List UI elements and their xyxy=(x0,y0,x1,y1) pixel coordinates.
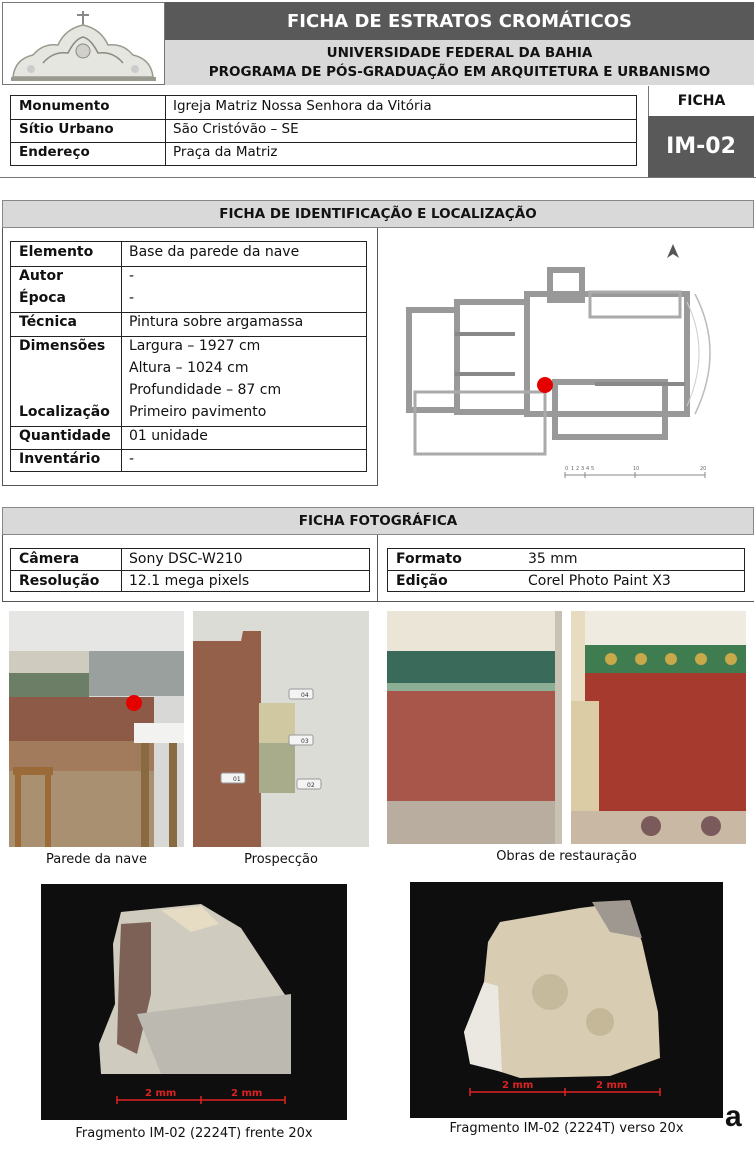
divider xyxy=(377,228,378,486)
photo-obras-2 xyxy=(571,611,746,844)
divider xyxy=(0,177,756,178)
field-value: Primeiro pavimento xyxy=(129,404,267,420)
field-label: Localização xyxy=(19,404,110,420)
info-value: São Cristóvão – SE xyxy=(173,121,299,137)
scale-label: 2 mm xyxy=(596,1080,628,1091)
institution-block xyxy=(165,40,754,85)
divider xyxy=(2,228,3,486)
field-value: - xyxy=(129,268,135,284)
ficha-label: FICHA xyxy=(648,86,754,116)
field-label: Elemento xyxy=(19,244,94,260)
camera-table xyxy=(10,548,370,592)
floor-plan xyxy=(395,232,747,482)
field-value: Profundidade – 87 cm xyxy=(129,382,282,398)
scale-tick: 3 xyxy=(581,466,585,472)
field-label: Dimensões xyxy=(19,338,106,354)
scale-tick: 2 xyxy=(576,466,580,472)
ficha-code: IM-02 xyxy=(648,116,754,177)
photo-obras-1 xyxy=(387,611,562,844)
field-value: Sony DSC-W210 xyxy=(129,551,243,567)
info-row-endereco xyxy=(11,142,636,166)
info-label: Monumento xyxy=(19,98,110,114)
scale-tick: 20 xyxy=(700,466,707,472)
field-label: Quantidade xyxy=(19,428,111,444)
university-name: UNIVERSIDADE FEDERAL DA BAHIA xyxy=(326,44,593,61)
divider xyxy=(2,535,3,602)
scale-tick: 5 xyxy=(591,466,595,472)
info-row-monumento xyxy=(11,96,636,120)
field-value: Pintura sobre argamassa xyxy=(129,314,304,330)
field-label: Resolução xyxy=(19,573,100,589)
location-marker-icon xyxy=(537,377,553,393)
field-label: Câmera xyxy=(19,551,80,567)
field-label: Época xyxy=(19,290,66,306)
sheet-title: FICHA DE ESTRATOS CROMÁTICOS xyxy=(165,2,754,40)
scale-tick: 0 xyxy=(565,466,569,472)
format-table xyxy=(387,548,745,592)
sample-marker-icon xyxy=(126,695,142,711)
caption-parede: Parede da nave xyxy=(46,851,147,867)
church-facade-logo-icon xyxy=(3,3,164,84)
info-label: Sítio Urbano xyxy=(19,121,114,137)
scale-tick: 10 xyxy=(633,466,640,472)
field-value: - xyxy=(129,290,135,306)
field-value: - xyxy=(129,451,135,467)
field-value: Corel Photo Paint X3 xyxy=(528,573,671,589)
caption-frente: Fragmento IM-02 (2224T) frente 20x xyxy=(75,1125,313,1141)
program-name: PROGRAMA DE PÓS-GRADUAÇÃO EM ARQUITETURA E URBANISMO xyxy=(208,63,711,80)
scale-label: 2 mm xyxy=(502,1080,534,1091)
sample-tag: 04 xyxy=(301,692,309,699)
field-value: Largura – 1927 cm xyxy=(129,338,261,354)
sample-tag: 01 xyxy=(233,776,241,783)
caption-verso: Fragmento IM-02 (2224T) verso 20x xyxy=(449,1120,684,1136)
ufba-logo xyxy=(2,2,165,85)
field-value: Altura – 1024 cm xyxy=(129,360,249,376)
info-value: Praça da Matriz xyxy=(173,144,278,160)
photo-fragment-verso xyxy=(410,882,723,1118)
divider xyxy=(2,485,378,486)
identification-section-title: FICHA DE IDENTIFICAÇÃO E LOCALIZAÇÃO xyxy=(2,200,754,228)
field-value: 01 unidade xyxy=(129,428,208,444)
north-arrow-icon xyxy=(667,244,679,258)
info-row-sitio xyxy=(11,119,636,143)
field-label: Formato xyxy=(396,551,462,567)
photographic-section-title: FICHA FOTOGRÁFICA xyxy=(2,507,754,535)
info-value: Igreja Matriz Nossa Senhora da Vitória xyxy=(173,98,432,114)
sample-tag: 02 xyxy=(307,782,315,789)
field-label: Autor xyxy=(19,268,64,284)
photo-parede-nave xyxy=(9,611,184,847)
floor-plan-drawing xyxy=(395,232,747,482)
field-value: 12.1 mega pixels xyxy=(129,573,250,589)
field-value: 35 mm xyxy=(528,551,578,567)
info-label: Endereço xyxy=(19,144,90,160)
monument-info-table xyxy=(10,95,637,166)
caption-obras: Obras de restauração xyxy=(496,848,637,864)
scale-bar xyxy=(565,472,705,478)
field-label: Inventário xyxy=(19,451,101,467)
divider xyxy=(377,535,378,602)
sample-tag: 03 xyxy=(301,738,309,745)
field-value: Base da parede da nave xyxy=(129,244,300,260)
caption-prospeccao: Prospecção xyxy=(244,851,318,867)
panel-letter: a xyxy=(725,1100,742,1133)
photo-fragment-frente xyxy=(41,884,347,1120)
field-label: Técnica xyxy=(19,314,77,330)
scale-tick: 4 xyxy=(586,466,590,472)
scale-tick: 1 xyxy=(571,466,575,472)
divider xyxy=(2,601,754,602)
identification-table xyxy=(10,241,367,472)
photo-prospeccao xyxy=(193,611,369,847)
scale-label: 2 mm xyxy=(231,1088,263,1099)
field-label: Edição xyxy=(396,573,448,589)
scale-label: 2 mm xyxy=(145,1088,177,1099)
